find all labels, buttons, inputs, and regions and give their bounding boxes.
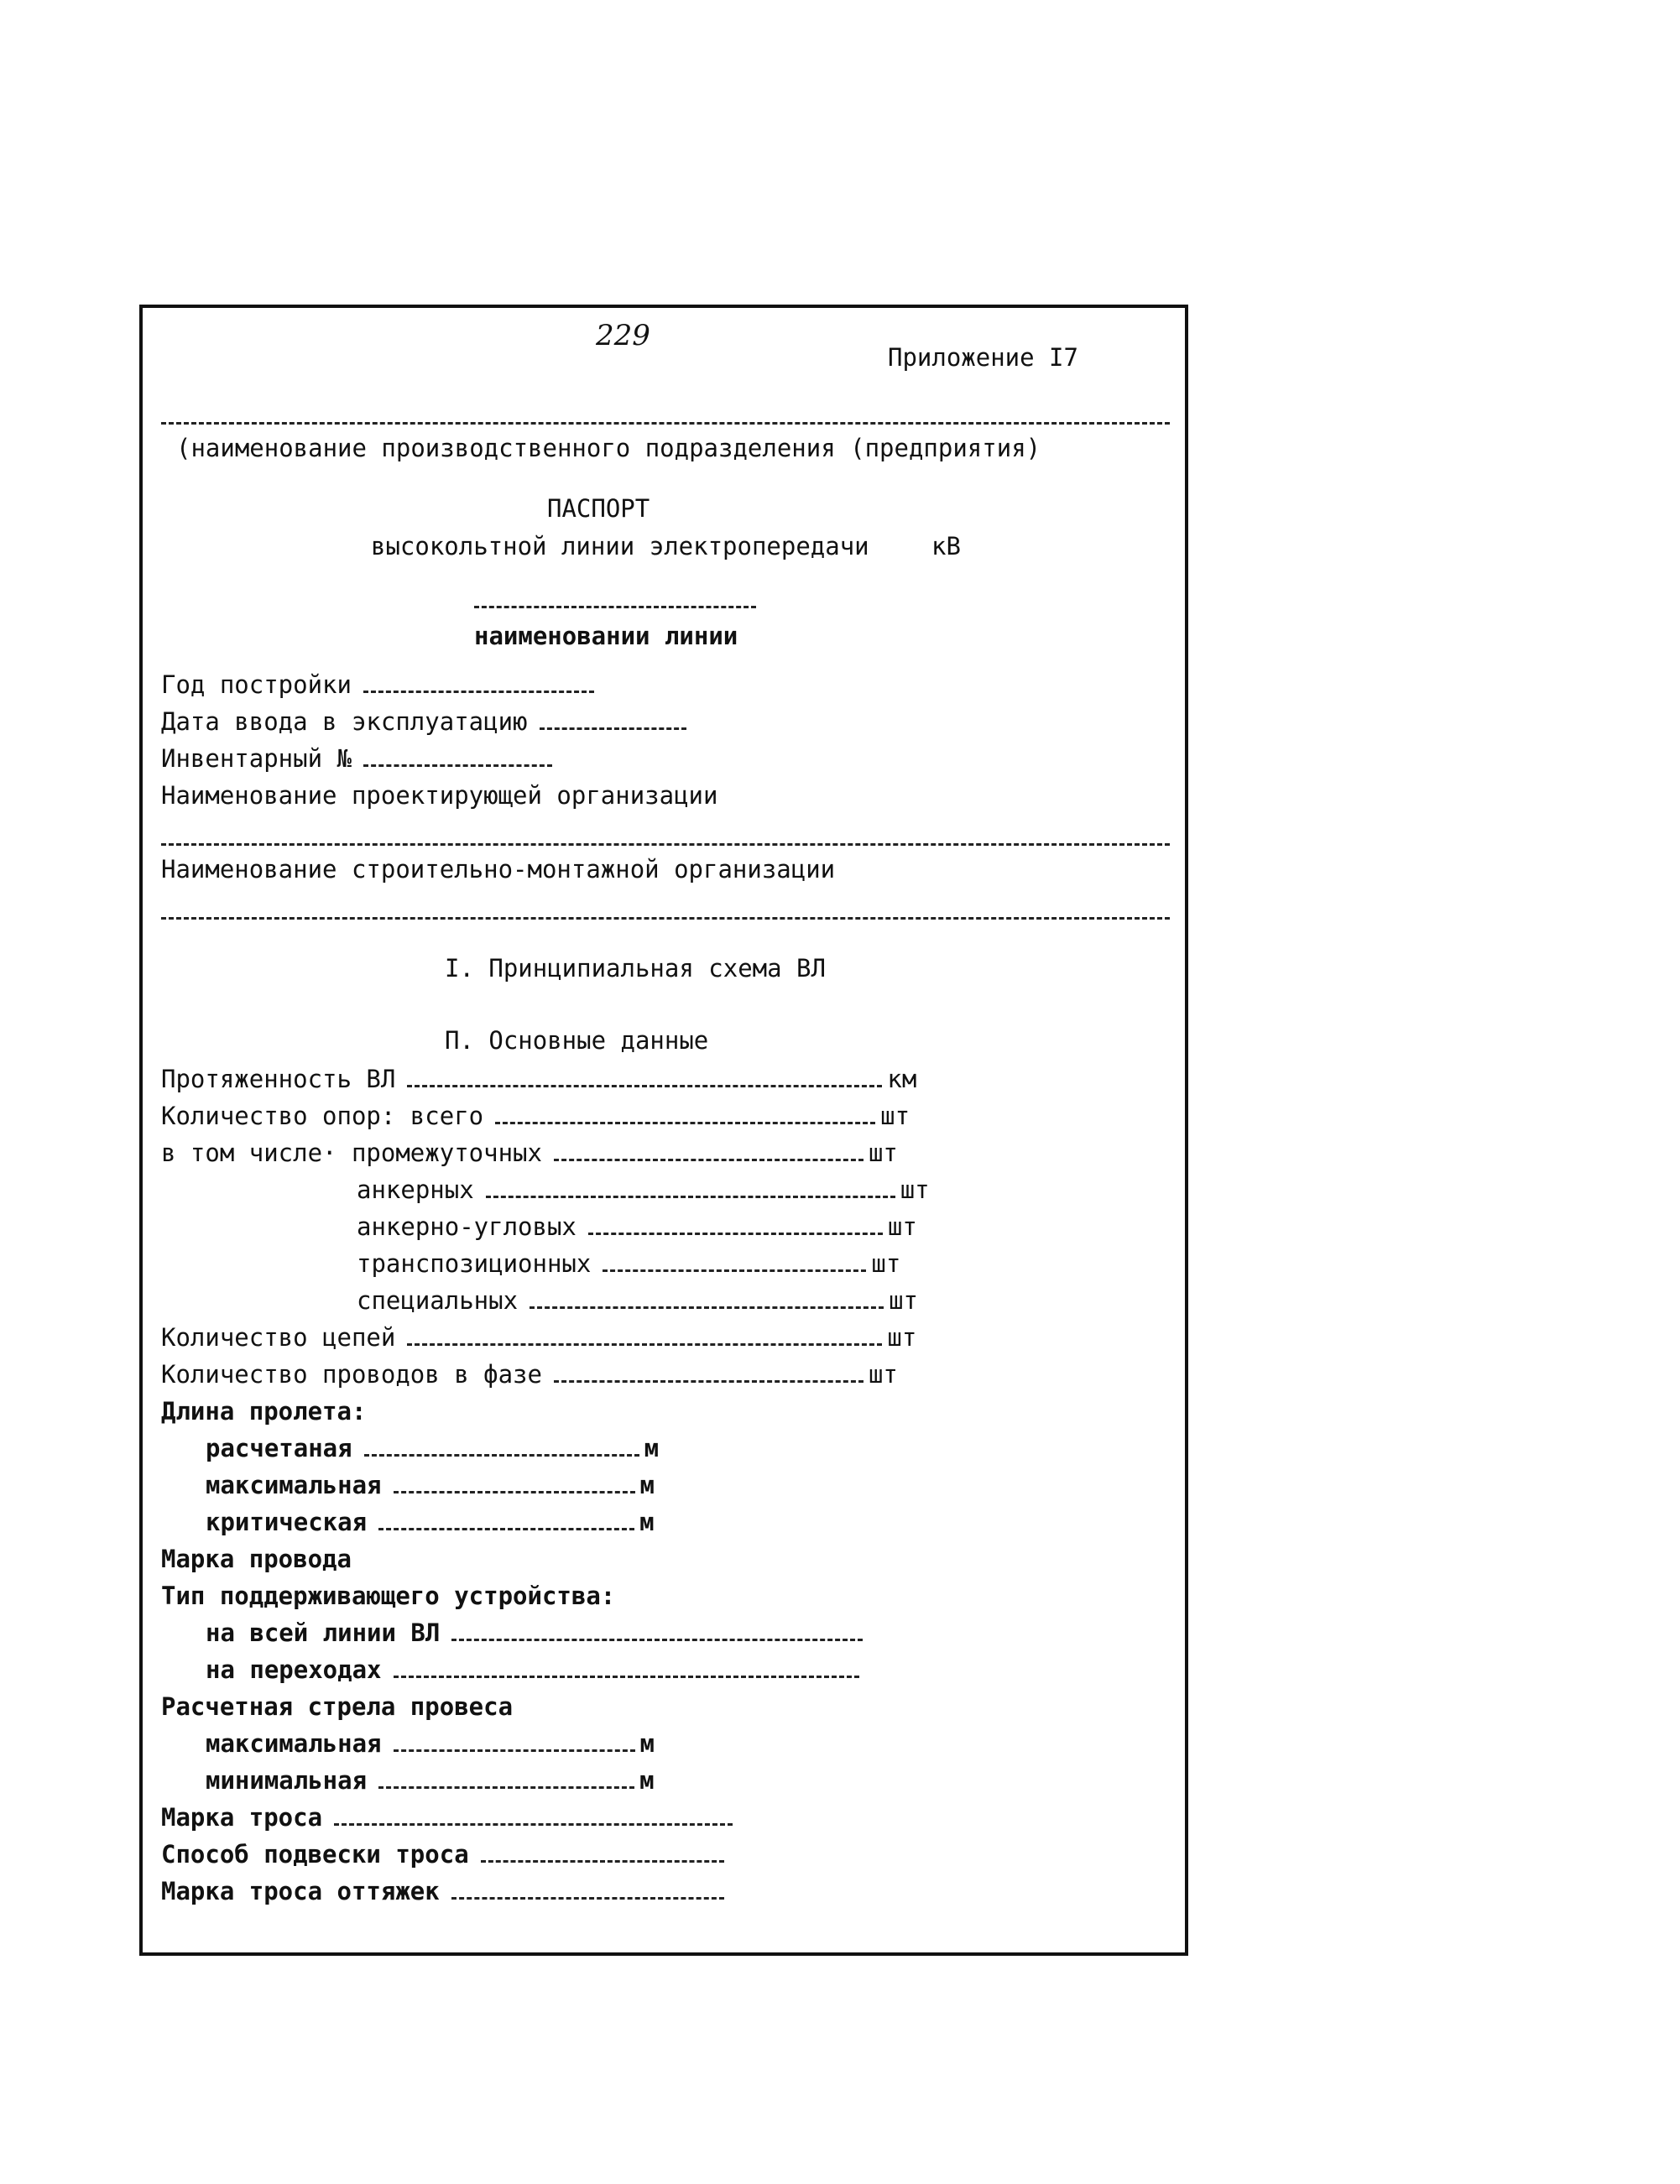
field-circuits (161, 1321, 916, 1353)
field-support-crossings (206, 1653, 864, 1685)
construction-org-label: Наименование строительно-монтажной организации (161, 855, 836, 884)
field-inventory-number (161, 742, 557, 774)
fill-in-line (407, 1343, 882, 1346)
fill-in-line (451, 1897, 724, 1900)
unit-label: км (887, 1065, 917, 1093)
fill-in-line (540, 727, 686, 730)
field-label: на переходах (206, 1655, 382, 1684)
field-label: анкерных (357, 1175, 474, 1204)
field-label: Инвентарный № (161, 744, 352, 773)
voltage-unit: кВ (931, 532, 961, 560)
field-label: критическая (206, 1508, 368, 1536)
field-supports-total (161, 1099, 910, 1131)
field-span-design (206, 1431, 659, 1463)
field-label: Протяженность ВЛ (161, 1065, 396, 1093)
field-line-length (161, 1062, 916, 1094)
unit-label: шт (900, 1175, 930, 1204)
unit-label: шт (887, 1212, 917, 1241)
unit-label: шт (868, 1360, 898, 1389)
field-label: Количество проводов в фазе (161, 1360, 542, 1389)
field-label: Год постройки (161, 670, 352, 699)
fill-in-line (334, 1823, 733, 1826)
unit-label: шт (868, 1139, 898, 1167)
fill-in-line (394, 1676, 859, 1678)
field-wires-per-phase (161, 1358, 898, 1389)
field-supports-transposition (357, 1247, 900, 1279)
fill-in-line (451, 1639, 863, 1641)
fill-in-line (603, 1269, 866, 1272)
field-supports-anchor (357, 1173, 930, 1205)
design-org-label: Наименование проектирующей организации (161, 781, 718, 810)
fill-in-line (481, 1860, 724, 1863)
field-label: Количество цепей (161, 1323, 396, 1352)
section-2-heading: П. Основные данные (445, 1026, 709, 1055)
unit-label: м (639, 1508, 655, 1536)
field-cable-suspension (161, 1837, 729, 1869)
design-org-line (161, 843, 1170, 846)
unit-label: шт (871, 1249, 901, 1278)
fill-in-line (364, 1454, 639, 1457)
field-label: Дата ввода в эксплуатацию (161, 707, 528, 736)
field-label: расчетаная (206, 1434, 352, 1462)
line-name-blank (474, 606, 756, 608)
fill-in-line (378, 1786, 634, 1789)
field-label: Марка троса (161, 1803, 323, 1832)
sag-heading: Расчетная стрела провеса (161, 1692, 514, 1721)
field-guy-cable-brand (161, 1874, 729, 1906)
field-sag-min (206, 1764, 655, 1796)
org-caption: (наименование производственного подразделения (предприятия) (176, 434, 1041, 462)
unit-label: м (639, 1471, 655, 1499)
fill-in-line (378, 1528, 634, 1530)
field-label: максимальная (206, 1729, 382, 1758)
wire-brand-label: Марка провода (161, 1545, 352, 1573)
field-supports-special (357, 1284, 918, 1316)
fill-in-line (363, 691, 594, 693)
section-1-heading: I. Принципиальная схема ВЛ (445, 954, 826, 983)
fill-in-line (394, 1749, 635, 1752)
fill-in-line (530, 1306, 884, 1309)
unit-label: м (644, 1434, 660, 1462)
construction-org-line (161, 917, 1170, 920)
field-label: на всей линии ВЛ (206, 1618, 441, 1647)
field-label: Количество опор: всего (161, 1102, 484, 1130)
field-year-built (161, 668, 599, 700)
unit-label: м (639, 1766, 655, 1795)
field-sag-max (206, 1727, 655, 1759)
org-name-line (161, 422, 1170, 425)
appendix-label: Приложение I7 (888, 343, 1078, 372)
field-label: минимальная (206, 1766, 368, 1795)
field-support-whole-line (206, 1616, 868, 1648)
fill-in-line (394, 1491, 635, 1493)
field-label: Марка троса оттяжек (161, 1877, 440, 1905)
support-device-heading: Тип поддерживающего устройства: (161, 1582, 616, 1610)
unit-label: шт (887, 1323, 917, 1352)
field-supports-anchor-angle (357, 1210, 917, 1242)
field-label: Способ подвески троса (161, 1840, 469, 1869)
unit-label: шт (880, 1102, 910, 1130)
fill-in-line (407, 1085, 882, 1087)
fill-in-line (554, 1159, 863, 1161)
field-supports-intermediate (161, 1136, 898, 1168)
line-name-caption: наименовании линии (474, 622, 738, 650)
fill-in-line (495, 1122, 875, 1124)
unit-label: шт (889, 1286, 918, 1315)
field-span-critical (206, 1505, 655, 1537)
field-label: максимальная (206, 1471, 382, 1499)
document-title: ПАСПОРТ (547, 494, 650, 523)
field-commission-date (161, 705, 691, 737)
unit-label: м (639, 1729, 655, 1758)
fill-in-line (363, 764, 552, 767)
fill-in-line (588, 1233, 883, 1235)
span-length-heading: Длина пролета: (161, 1397, 367, 1426)
field-label: специальных (357, 1286, 519, 1315)
fill-in-line (486, 1196, 895, 1198)
field-label: анкерно-угловых (357, 1212, 577, 1241)
page-number: 229 (596, 319, 650, 352)
document-subtitle: высокольтной линии электропередачи (371, 532, 869, 560)
field-cable-brand (161, 1801, 738, 1832)
fill-in-line (554, 1380, 863, 1383)
field-label: в том числе· промежуточных (161, 1139, 542, 1167)
field-span-max (206, 1468, 655, 1500)
field-label: транспозиционных (357, 1249, 592, 1278)
